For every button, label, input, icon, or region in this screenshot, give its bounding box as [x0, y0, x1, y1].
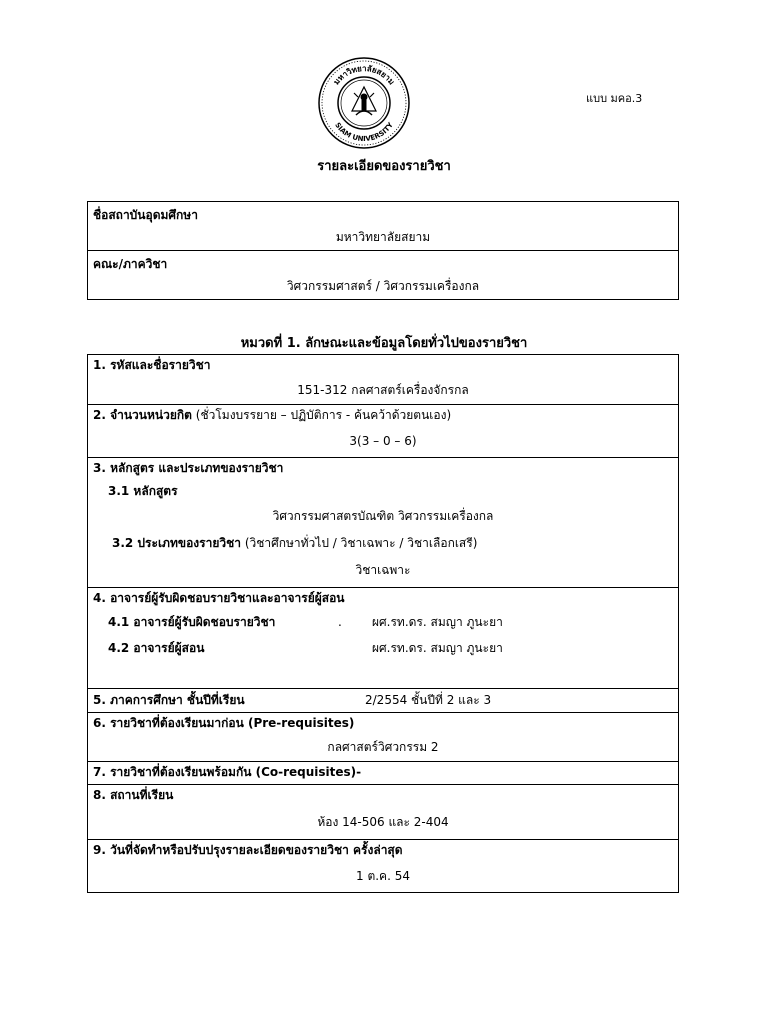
curriculum-sub2: 3.2 ประเภทของรายวิชา — [112, 536, 241, 550]
semester-label: 5. ภาคการศึกษา ชั้นปีที่เรียน — [93, 693, 245, 707]
semester-value: 2/2554 ชั้นปีที่ 2 และ 3 — [365, 693, 492, 707]
prereq-value: กลศาสตร์วิศวกรรม 2 — [327, 740, 439, 754]
course-info-table — [87, 354, 679, 893]
credits-label: 2. จำนวนหน่วยกิต — [93, 408, 192, 422]
faculty-label: คณะ/ภาควิชา — [93, 257, 168, 271]
course-code-label: 1. รหัสและชื่อรายวิชา — [93, 358, 211, 372]
svg-text:SIAM UNIVERSITY — [333, 120, 395, 143]
seal-text-bottom: SIAM UNIVERSITY — [333, 121, 395, 144]
curriculum-value: วิศวกรรมศาสตรบัณฑิต วิศวกรรมเครื่องกล — [272, 509, 494, 523]
location-label: 8. สถานที่เรียน — [93, 788, 174, 802]
instructor-sub2-label: 4.2 อาจารย์ผู้สอน — [108, 641, 205, 655]
instructor-sub1-dot: . — [338, 615, 342, 629]
instructor-label: 4. อาจารย์ผู้รับผิดชอบรายวิชาและอาจารย์ผู้สอน — [93, 591, 345, 605]
curriculum-sub2-note: (วิชาศึกษาทั่วไป / วิชาเฉพาะ / วิชาเลือกเสรี) — [244, 536, 478, 550]
faculty-value: วิศวกรรมศาสตร์ / วิศวกรรมเครื่องกล — [286, 279, 480, 293]
seal-text-top: มหาวิทยาลัยสยาม — [331, 63, 397, 87]
instructor-sub1-value: ผศ.รท.ดร. สมญา ภูนะยา — [372, 615, 503, 629]
instructor-sub2-value: ผศ.รท.ดร. สมญา ภูนะยา — [372, 641, 503, 655]
curriculum-label: 3. หลักสูตร และประเภทของรายวิชา — [93, 461, 284, 475]
updated-label: 9. วันที่จัดทำหรือปรับปรุงรายละเอียดของรายวิชา ครั้งล่าสุด — [93, 843, 403, 857]
institution-value: มหาวิทยาลัยสยาม — [335, 230, 431, 244]
form-code: แบบ มคอ.3 — [586, 92, 643, 105]
curriculum-sub1: 3.1 หลักสูตร — [108, 484, 178, 498]
updated-value: 1 ต.ค. 54 — [356, 869, 410, 883]
instructor-sub1-label: 4.1 อาจารย์ผู้รับผิดชอบรายวิชา — [108, 615, 276, 629]
coreq-label: 7. รายวิชาที่ต้องเรียนพร้อมกัน (Co-requisites)- — [93, 765, 362, 779]
university-seal-logo — [318, 57, 410, 149]
credits-value: 3(3 – 0 – 6) — [349, 434, 417, 448]
institution-table — [87, 201, 679, 300]
course-code-value: 151-312 กลศาสตร์เครื่องจักรกล — [297, 383, 469, 397]
location-value: ห้อง 14-506 และ 2-404 — [317, 815, 449, 829]
section-1-title: หมวดที่ 1. ลักษณะและข้อมูลโดยทั่วไปของรายวิชา — [240, 336, 528, 351]
course-type-value: วิชาเฉพาะ — [355, 563, 411, 577]
credits-note: (ชั่วโมงบรรยาย – ปฏิบัติการ - ค้นคว้าด้วยตนเอง) — [195, 408, 452, 422]
prereq-label: 6. รายวิชาที่ต้องเรียนมาก่อน (Pre-requisites) — [93, 716, 355, 730]
institution-label: ชื่อสถาบันอุดมศึกษา — [93, 208, 198, 222]
document-title: รายละเอียดของรายวิชา — [317, 159, 451, 174]
